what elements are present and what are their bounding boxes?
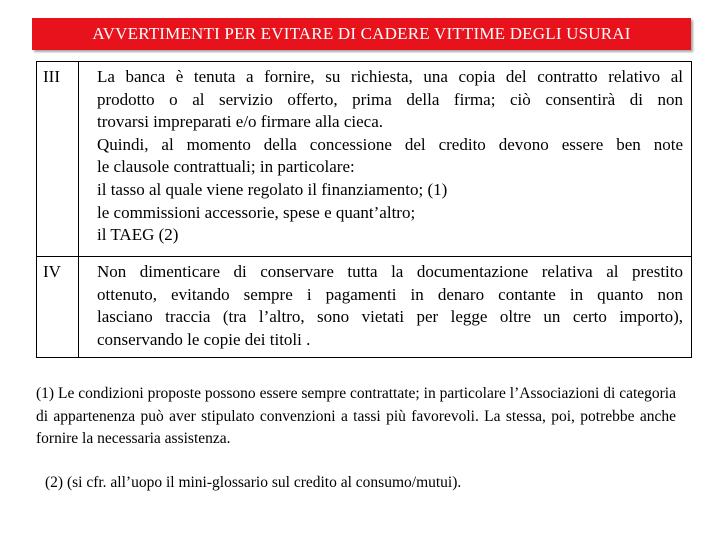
text-line: le clausole contrattuali; in particolare: bbox=[97, 157, 355, 177]
text-line: il tasso al quale viene regolato il finanziamento; (1) bbox=[97, 179, 448, 199]
row-number: III bbox=[37, 62, 79, 257]
text-line: lasciano traccia (tra l’altro, sono vietati per legge oltre un certo importo), bbox=[97, 307, 683, 327]
table-row bbox=[37, 62, 692, 257]
text-line: il TAEG (2) bbox=[97, 225, 179, 245]
table-row bbox=[37, 257, 692, 358]
text-line: ottenuto, evitando sempre i pagamenti in denaro contante in quanto non bbox=[97, 284, 683, 304]
text-line: le commissioni accessorie, spese e quant’altro; bbox=[97, 202, 416, 222]
row-text bbox=[79, 257, 692, 358]
text-line: conservando le copie dei titoli . bbox=[97, 329, 311, 349]
footnote-1: (1) Le condizioni proposte possono essere sempre contrattate; in particolare l’Associazioni di categoria di appartenenza può aver stipulato convenzioni a tassi più favorevoli. La stessa, poi, potrebbe anche fornire la necessaria assistenza. bbox=[36, 385, 676, 448]
row-text bbox=[79, 62, 692, 257]
text-line: Quindi, al momento della concessione del credito devono essere ben note bbox=[97, 134, 683, 154]
row-number: IV bbox=[37, 257, 79, 358]
text-line: prodotto o al servizio offerto, prima della firma; ciò consentirà di non bbox=[97, 89, 683, 109]
text-line: La banca è tenuta a fornire, su richiesta, una copia del contratto relativo al bbox=[97, 67, 683, 86]
footnote-2: (2) (si cfr. all’uopo il mini-glossario sul credito al consumo/mutui). bbox=[45, 474, 462, 491]
page-title: AVVERTIMENTI PER EVITARE DI CADERE VITTIME DEGLI USURAI bbox=[32, 18, 691, 50]
text-line: Non dimenticare di conservare tutta la documentazione relativa al prestito bbox=[97, 262, 683, 281]
text-line: trovarsi impreparati e/o firmare alla cieca. bbox=[97, 112, 384, 132]
warnings-table bbox=[36, 61, 692, 358]
